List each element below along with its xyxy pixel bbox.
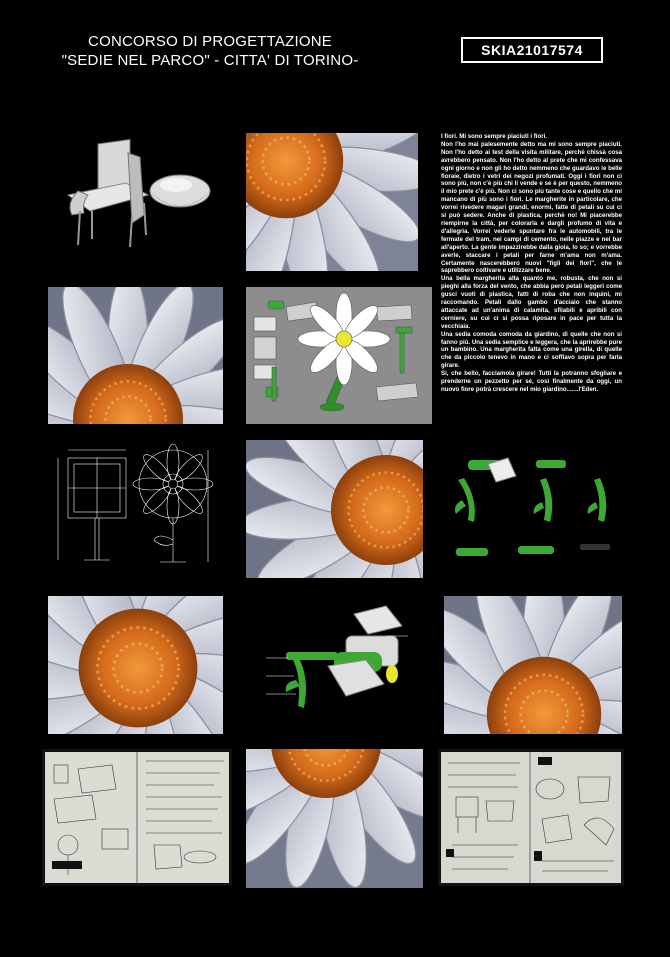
chair-render-tile — [48, 133, 220, 260]
exploded-assembly-tile — [246, 596, 423, 734]
project-code-box: SKIA21017574 — [461, 37, 603, 63]
sketchbook-page-2 — [438, 749, 624, 886]
daisy-chair-render-tile — [246, 287, 432, 424]
green-stand-parts-tile — [444, 440, 622, 574]
sketchbook-page-1 — [42, 749, 232, 886]
title-line-2: "SEDIE NEL PARCO" - CITTA' DI TORINO- — [61, 52, 359, 69]
daisy-photo-5 — [444, 596, 622, 734]
exploded-assembly-render — [266, 606, 408, 708]
daisy-photo-4 — [48, 596, 223, 734]
daisy-chair-render — [254, 293, 418, 411]
essay-paragraph: Sì, che bello, facciamola girare! Tutti la potranno sfogliare e prenderne un pezzetto per sé, così finalmente da oggi, un nuovo fiore potrà crescere nel mio giardino.......l'Eden. — [441, 370, 622, 393]
cad-drawing — [58, 444, 213, 562]
green-stand-parts-render — [455, 458, 610, 556]
essay-paragraph: Non l'ho mai palesemente detto ma mi sono sempre piaciuti. Non l'ho detto ai test della visita militare, perchè chissà cosa avrebbero pensato. Non l'ho detto al prete che mi confessava ogni giorno e non gli ho detto nemmeno che guardavo le belle fioraie, dietro i vetri dei negozi profumati. Oggi i fiori non ci sono più, non c'è più chi li vende e se è per questo, nemmeno il mio prete c'è più. Non ci sono più tante cose e quello che mi mancano di più sono i fiori. Le margherite in particolare, che vorrei rivedere magari grandi, enormi, fatte di petali su cui ci si può sedere. Anche di plastica, perchè no! Mi piacerebbe riempirne la città, per colorarla e dargli profumo di vita e d'allegria. Vorrei vederle spuntare fra le automobili, tra le fermate del tram, nei campi di cemento, nelle piazze e nei bar all'aperto. La gente impazzirebbe dalla gioia, lo so; e vorrebbe averle, staccare i petali per farne m'ama non m'ama. Certamente nascerebbero nuovi "figli dei fiori", che le saprebbero coltivare e utilizzare bene. — [441, 140, 622, 275]
daisy-photo-3 — [246, 440, 423, 578]
essay-paragraph: Una sedia comoda comoda da giardino, di quelle che non si fanno più. Una sedia semplice e leggera, che la aprirebbe pure un bambino. Una margherita fatta come una girella, di quelle che da piccolo tenevo in mano e ci soffiavo sopra per farla girare. — [441, 330, 622, 370]
daisy-photo-6 — [246, 749, 423, 888]
title-line-1: CONCORSO DI PROGETTAZIONE — [88, 33, 332, 50]
project-essay — [441, 133, 622, 394]
cad-drawing-tile — [48, 440, 220, 574]
essay-paragraph: Una bella margherita alta quanto me, robusta, che non si pieghi alla forza del vento, che abbia però petali leggeri come gusci vuoti di plastica, fatti di roba che non inquini, mi raccomando. Petali dallo gambo d'acciaio che stanno attaccate ad un'anima di calamita, sfilabili e apribili con cerniere, su cui ci si possa riposare in pace per tutta la vecchiaia. — [441, 275, 622, 330]
essay-paragraph: I fiori. Mi sono sempre piaciuti i fiori. — [441, 133, 547, 140]
daisy-photo-2 — [48, 287, 223, 424]
daisy-photo-1 — [246, 133, 418, 271]
competition-title — [40, 32, 380, 70]
chair-render — [68, 139, 210, 247]
